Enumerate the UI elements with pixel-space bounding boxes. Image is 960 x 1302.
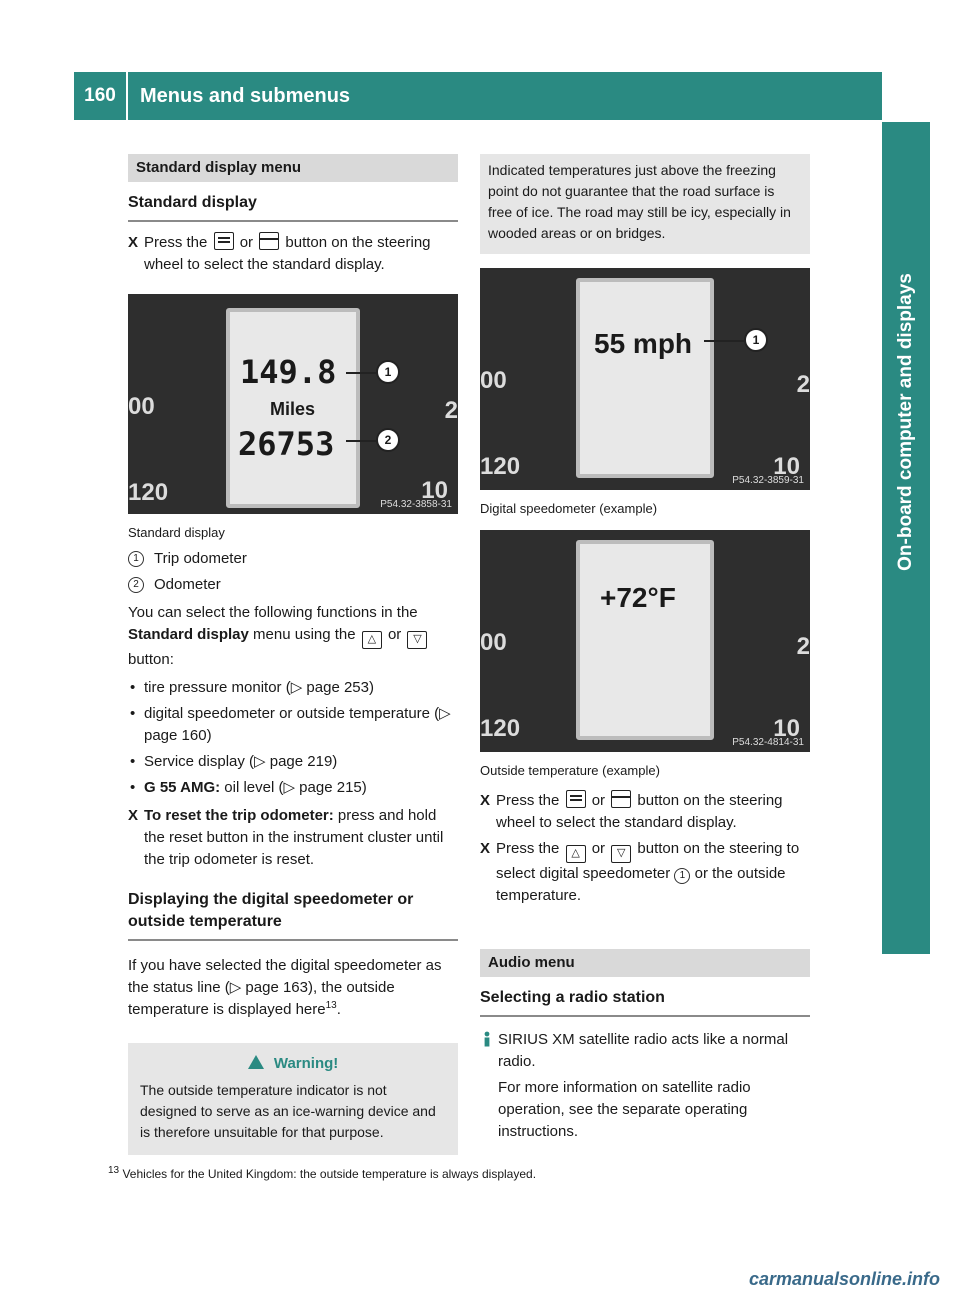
paragraph-text: or [387, 626, 402, 643]
menu-back-button-icon [566, 790, 586, 808]
side-tab-label-wrap [882, 122, 930, 722]
lcd-screen [576, 278, 714, 478]
callout-line [704, 340, 744, 342]
paragraph-text: button: [128, 651, 174, 668]
step-text: Press the [496, 840, 560, 857]
footnote-number: 13 [108, 1165, 120, 1176]
legend-item [128, 548, 458, 570]
warning-header [140, 1053, 446, 1074]
footnote-ref[interactable]: 13 [325, 1000, 337, 1011]
warning-icon [248, 1055, 264, 1069]
list-item-text: digital speedometer or outside temperature (▷ page 160) [144, 705, 451, 744]
paragraph-bold: Standard display [128, 626, 249, 643]
heading-standard-display: Standard display [128, 192, 458, 222]
gauge-label: 120 [128, 479, 169, 506]
page-title: Menus and submenus [128, 72, 882, 120]
gauge-label: 2 [444, 397, 458, 424]
step-marker: X [480, 792, 491, 809]
callout-1: 1 [744, 328, 768, 352]
info-note [480, 1029, 810, 1143]
step-marker: X [480, 840, 491, 857]
side-tab-label: On-board computer and displays [895, 273, 916, 571]
left-column [128, 154, 458, 1155]
list-item: • Service display (▷ page 219) [130, 753, 338, 770]
gauge-label: 120 [480, 715, 521, 742]
right-column [480, 154, 810, 1143]
instruction-step [480, 838, 810, 907]
up-arrow-button-icon: △ [362, 631, 382, 649]
outside-temperature-photo [480, 530, 810, 752]
list-item-bold: G 55 AMG: [144, 779, 221, 796]
list-item: • G 55 AMG: oil level (▷ page 215) [130, 779, 367, 796]
footnote [108, 1166, 536, 1182]
legend-item [128, 574, 458, 596]
figure-caption: Outside temperature (example) [480, 763, 660, 778]
menu-forward-button-icon [611, 790, 631, 808]
digital-speedometer-photo [480, 268, 810, 490]
step-text: press and hold the reset button in the instrument cluster until the trip odometer is reset. [144, 807, 444, 868]
list-item-text: tire pressure monitor (▷ page 253) [144, 679, 374, 696]
menu-forward-button-icon [259, 232, 279, 250]
gauge-label: 10 [421, 477, 448, 504]
step-text: Press the [144, 234, 208, 251]
photo-code: P54.32-3858-31 [380, 499, 452, 510]
step-text: Press the [496, 792, 560, 809]
step-marker: X [128, 807, 139, 824]
info-text: SIRIUS XM satellite radio acts like a normal radio. [498, 1031, 789, 1070]
menu-back-button-icon [214, 232, 234, 250]
gauge-label: 00 [480, 367, 507, 394]
instruction-step [128, 232, 458, 276]
callout-line [346, 440, 376, 442]
section-bar-standard: Standard display menu [128, 154, 458, 182]
info-text: For more information on satellite radio operation, see the separate operating instructions. [498, 1079, 751, 1140]
paragraph-text: You can select the following functions in the [128, 604, 418, 621]
gauge-label: 10 [773, 715, 800, 742]
list-item: • tire pressure monitor (▷ page 253) [130, 679, 374, 696]
list-item: • digital speedometer or outside temperature (▷ page 160) [130, 705, 451, 744]
step-bold: To reset the trip odometer: [144, 807, 334, 824]
section-bar-audio: Audio menu [480, 949, 810, 977]
step-text: or [591, 840, 606, 857]
instruction-step [128, 805, 458, 871]
standard-display-photo [128, 294, 458, 514]
callout-1: 1 [376, 360, 400, 384]
paragraph [128, 955, 458, 1021]
legend-text: Trip odometer [154, 550, 247, 567]
list-item-text: Service display (▷ page 219) [144, 753, 338, 770]
gauge-label: 120 [480, 453, 521, 480]
warning-title: Warning! [273, 1055, 339, 1072]
step-text: or [239, 234, 254, 251]
warning-box [128, 1043, 458, 1155]
callout-2: 2 [376, 428, 400, 452]
info-icon [480, 1031, 494, 1047]
warning-text: The outside temperature indicator is not designed to serve as an ice-warning device and is therefore unsuitable for that purpose. [140, 1082, 436, 1140]
gauge-label: 2 [796, 371, 810, 398]
figure-caption: Standard display [128, 525, 225, 540]
legend-text: Odometer [154, 576, 221, 593]
callout-ref-1: 1 [674, 868, 690, 884]
watermark: carmanualsonline.info [748, 1269, 940, 1289]
paragraph [128, 602, 458, 671]
instruction-step [480, 790, 810, 834]
trip-odometer-value: 149.8 [240, 353, 337, 391]
step-text: button on the steering wheel to select the standard display. [144, 234, 431, 273]
legend-number: 2 [128, 577, 144, 593]
photo-code: P54.32-3859-31 [732, 475, 804, 486]
figure-caption: Digital speedometer (example) [480, 501, 658, 516]
units-label: Miles [270, 399, 316, 419]
step-text: button on the steering to select digital speedometer [496, 840, 800, 882]
paragraph-text: menu using the [253, 626, 356, 643]
legend-number: 1 [128, 551, 144, 567]
down-arrow-button-icon: ▽ [611, 845, 631, 863]
lcd-screen [576, 540, 714, 740]
step-marker: X [128, 234, 139, 251]
paragraph-text: If you have selected the digital speedometer as the status line (▷ page 163), the outside temperature is displayed here [128, 957, 442, 1018]
lcd-screen [226, 308, 360, 508]
gauge-label: 00 [128, 393, 155, 420]
heading-radio-station: Selecting a radio station [480, 987, 810, 1017]
gauge-label: 10 [773, 453, 800, 480]
paragraph-text: . [336, 1001, 341, 1018]
speed-value: 55 mph [594, 328, 693, 359]
temperature-value: +72°F [600, 582, 676, 613]
heading-digital-speedometer: Displaying the digital speedometer or outside temperature [128, 889, 458, 941]
footnote-text: Vehicles for the United Kingdom: the outside temperature is always displayed. [122, 1167, 537, 1181]
photo-code: P54.32-4814-31 [732, 737, 804, 748]
down-arrow-button-icon: ▽ [407, 631, 427, 649]
list-item-text: oil level (▷ page 215) [224, 779, 367, 796]
callout-line [346, 372, 376, 374]
gauge-label: 00 [480, 629, 507, 656]
step-text: or [591, 792, 606, 809]
page-number: 160 [74, 72, 126, 120]
note-box: Indicated temperatures just above the freezing point do not guarantee that the road surface is free of ice. The road may still be icy, especially in wooded areas or on bridges. [480, 154, 810, 254]
up-arrow-button-icon: △ [566, 845, 586, 863]
gauge-label: 2 [796, 633, 810, 660]
odometer-value: 26753 [238, 425, 335, 463]
step-text: or the outside temperature. [496, 865, 786, 904]
step-text: button on the steering wheel to select the standard display. [496, 792, 783, 831]
